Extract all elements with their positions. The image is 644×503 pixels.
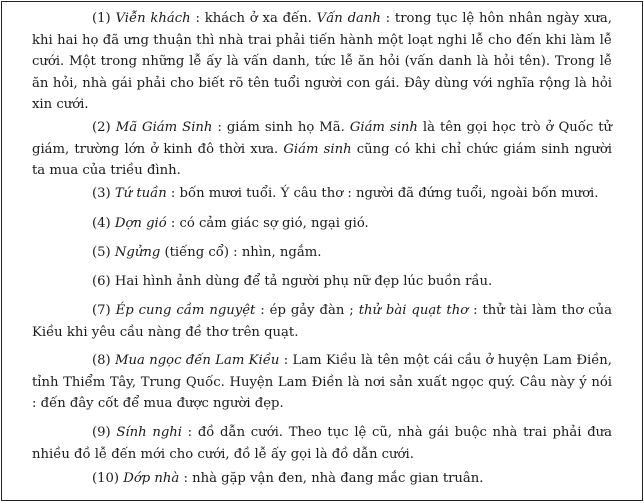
footnote-term: Dớp nhà (123, 471, 180, 486)
footnote-term: Ngửng (114, 245, 161, 260)
footnote-term: Viễn khách (115, 11, 191, 26)
footnote-term: Vấn danh (316, 11, 381, 26)
footnote-number: (1) (92, 11, 116, 26)
footnote-number: (8) (92, 353, 116, 368)
footnote-term: thử bài quạt thơ (358, 303, 469, 318)
footnote-number: (6) (92, 274, 115, 289)
footnote-text: : nhà gặp vận đen, nhà đang mắc gian truân. (179, 471, 484, 486)
footnote-text: : giám sinh họ Mã. (212, 120, 350, 135)
footnote-text: : thử tài làm thơ của Kiều khi yêu cầu nàng đề thơ trên quạt. (32, 303, 613, 340)
footnote-1 (32, 8, 612, 116)
footnotes-list (2, 2, 642, 500)
footnote-text: : đồ dẫn cưới. Theo tục lệ cũ, nhà gái buộc nhà trai phải đưa nhiều đồ lễ đến mới cho cưới, đồ lễ ấy gọi là đồ dẫn cưới. (32, 425, 613, 462)
footnote-term: Ép cung cầm nguyệt (115, 303, 256, 318)
footnote-6 (32, 271, 612, 293)
footnote-number: (7) (92, 303, 116, 318)
footnote-10 (32, 468, 612, 490)
footnote-text: là tên gọi học trò ở Quốc tử giám, trường lớn ở kinh đô thời xưa. (32, 120, 612, 157)
footnote-number: (2) (92, 120, 116, 135)
footnote-term: Dợn gió (114, 216, 167, 231)
footnote-number: (3) (92, 186, 115, 201)
footnote-number: (10) (92, 471, 124, 486)
footnote-number: (9) (92, 425, 117, 440)
footnote-text: : trong tục lệ hôn nhân ngày xưa, khi hai họ đã ưng thuận thì nhà trai phải tiến hành một loạt nghi lễ cho đến khi làm lễ cưới. Một trong những lễ ấy là vấn danh, tức lễ ăn hỏi (vấn danh là hỏi tên). Trong lễ ăn hỏi, nhà gái phải cho biết rõ tên tuổi người con gái. Đây dùng với nghĩa rộng là hỏi xin cưới. (32, 11, 612, 112)
footnote-text: Hai hình ảnh dùng để tả người phụ nữ đẹp lúc buồn rầu. (114, 274, 493, 289)
footnote-number: (5) (92, 245, 115, 260)
footnote-term: Mã Giám Sinh (115, 120, 213, 135)
footnote-2 (32, 117, 612, 182)
footnote-9 (32, 422, 612, 465)
footnote-text: : Lam Kiều là tên một cái cầu ở huyện Lam Điền, tỉnh Thiểm Tây, Trung Quốc. Huyện Lam Điền là nơi sản xuất ngọc quý. Câu này ý nói : đến đây cốt để mua được người đẹp. (32, 353, 612, 411)
footnote-3 (32, 183, 612, 205)
footnote-8 (32, 350, 612, 415)
footnote-term: Tứ tuần (114, 186, 167, 201)
footnote-4 (32, 213, 612, 235)
footnote-text: : có cảm giác sợ gió, ngại gió. (166, 216, 369, 231)
footnote-number: (4) (92, 216, 115, 231)
footnote-7 (32, 300, 612, 343)
footnote-term: Mua ngọc đến Lam Kiều (115, 353, 280, 368)
footnote-text: (tiếng cổ) : nhìn, ngắm. (160, 245, 322, 260)
footnote-text: cũng có khi chỉ chức giám sinh người ta mua của triều đình. (32, 141, 612, 178)
document-page (1, 1, 643, 501)
footnote-text: : khách ở xa đến. (190, 11, 317, 26)
footnote-term: Giám sinh (283, 141, 352, 157)
footnote-text: : ép gảy đàn ; (255, 303, 359, 318)
footnote-text: : bốn mươi tuổi. Ý câu thơ : người đã đứng tuổi, ngoài bốn mươi. (166, 186, 599, 201)
footnote-term: Giám sinh (349, 120, 418, 135)
footnote-term: Sính nghi (116, 425, 182, 440)
footnote-5 (32, 242, 612, 264)
